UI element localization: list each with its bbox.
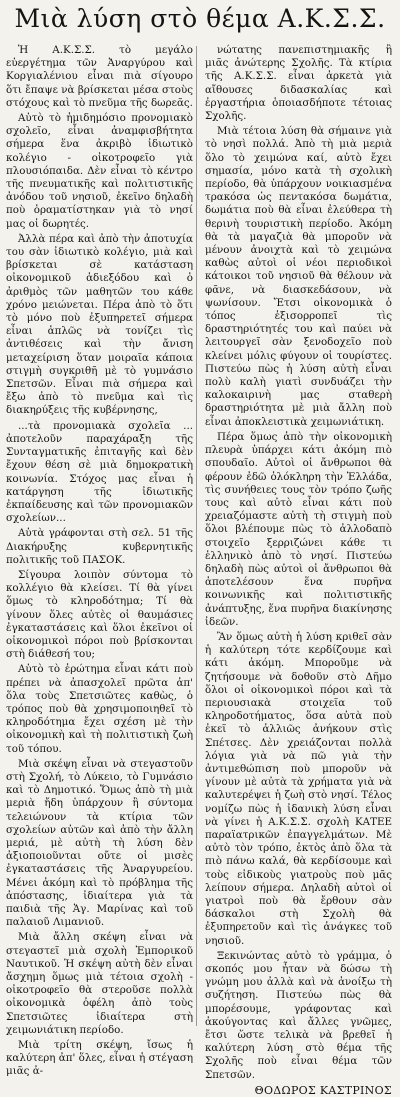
paragraph: Πέρα ὅμως ἀπὸ τὴν οἰκονομικὴ πλευρὰ ὑπάρχει κάτι ἀκόμη πιὸ σπουδαῖο. Αὐτοὶ οἱ ἄνθρωποι θὰ φέρουν ἐδῶ ὁλόκληρη τὴν Ἑλλάδα, τὶς συνήθειες τους τὸν τρόπο ζωῆς τους καὶ αὐτὸ εἶναι κάτι ποὺ χρειαζόμαστε αὐτὴ τὴ στιγμὴ ποὺ ὅλοι βλέπουμε πὼς τὸ ἀλλοδαπὸ στοιχεῖο ξερριζώνει κάθε τι ἑλληνικὸ ἀπὸ τὸ νησί. Πιστεύω δηλαδὴ πὼς αὐτοὶ οἱ ἄνθρωποι θὰ ἀποτελέσουν ἕνα πυρῆνα κοινωνικῆς καὶ πολιτιστικῆς ἀνάπτυξης, ἕνα πυρῆνα διακίνησης ἰδεῶν. xyxy=(205,430,392,628)
paragraph: Ξεκινώντας αὐτὸ τὸ γράμμα, ὁ σκοπός μου ἦταν νὰ δώσω τὴ γνώμη μου ἀλλὰ καὶ νὰ ἀνοίξω τὴ συζήτηση. Πιστεύω πὼς θὰ μπορέσουμε, γράφοντας καὶ ἀκούγοντας καὶ ἄλλες γνῶμες, ἔτσι ὥστε τελικὰ νὰ βρεθεῖ ἡ καλύτερη λύση στὸ θέμα τῆς Σχολῆς ποὺ εἶναι θέμα τῶν Σπετσῶν. xyxy=(205,949,392,1081)
paragraph: Ἡ Α.Κ.Σ.Σ. τὸ μεγάλο εὐεργέτημα τῶν Ἀναργύρου καὶ Κοργιαλένιου εἶναι πιὰ σίγουρο ὅτι ἔπαψε νὰ βρίσκεται μέσα στοὺς στόχους καὶ τὸ πνεῦμα τῆς δωρεᾶς. xyxy=(6,44,193,109)
paragraph: Μιὰ ἄλλη σκέψη εἶναι νὰ στεγαστεῖ μιὰ σχολὴ Ἐμπορικοῦ Ναυτικοῦ. Ἡ σκέψη αὐτὴ δὲν εἶναι ἄσχημη ὅμως μιὰ τέτοια σχολὴ - οἰκοτροφεῖο θὰ στεροῦσε πολλὰ οἰκονομικὰ ὀφέλη ἀπὸ τοὺς Σπετσιῶτες ἰδιαίτερα στὴ χειμωνιάτικη περίοδο. xyxy=(6,931,193,1036)
paragraph: Μιὰ τρίτη σκέψη, ἴσως ἡ καλύτερη ἀπ' ὅλες, εἶναι ἡ στέγαση μιᾶς ἀ- xyxy=(6,1039,193,1078)
paragraph: Ἂν ὅμως αὐτὴ ἡ λύση κριθεῖ σὰν ἡ καλύτερη τότε κερδίζουμε καὶ κάτι ἀκόμη. Μποροῦμε νὰ ζητήσουμε νὰ δοθοῦν στὸ Δῆμο ὅλοι οἱ οἰκονομικοὶ πόροι καὶ τὰ περιουσιακὰ στοιχεῖα τοῦ κληροδοτήματος, ὅσα αὐτὰ ποὺ ἐκεῖ τὸ ἀλλιῶς ἀνήκουν στὶς Σπέτσες. Δὲν χρειάζονται πολλὰ λόγια γιὰ νὰ πῶ γιὰ τὴν ἀντιμεθώπιση ποὺ μποροῦν νὰ γίνουν μὲ αὐτὰ τὰ χρήματα γιὰ νὰ καλυτερέψει ἡ ζωὴ στὸ νησί. Τέλος νομίζω πὼς ἡ ἰδανικὴ λύση εἶναι νὰ γίνει ἡ Α.Κ.Σ.Σ. σχολὴ ΚΑΤΕΕ παραϊατρικῶν ἐπαγγελμάτων. Μὲ αὐτὸ τὸν τρόπο, ἐκτὸς ἀπὸ ὅλα τὰ πιὸ πάνω καλά, θὰ κερδίσουμε καὶ τοὺς εἰδικοὺς γιατροὺς ποὺ μᾶς λείπουν σήμερα. Δηλαδὴ αὐτοὶ οἱ γιατροὶ ποὺ θὰ ἔρθουν σὰν δάσκαλοι στὴ Σχολὴ θὰ ἐξυπηρετοῦν καὶ τὶς ἀνάγκες τοῦ νησιοῦ. xyxy=(205,630,392,947)
paragraph: νώτατης πανεπιστημιακῆς ἢ μιᾶς ἀνώτερης Σχολῆς. Τὰ κτίρια τῆς Α.Κ.Σ.Σ. εἶναι ἀρκετὰ γιὰ αἴθουσες διδασκαλίας καὶ ἐργαστήρια ὁποιασδήποτε τέτοιας Σχολῆς. xyxy=(205,44,392,123)
paragraph: ...τὰ προνομιακὰ σχολεῖα ... ἀποτελοῦν παραχάραξη τῆς Συνταγματικῆς ἐπιταγῆς καὶ δὲν ἔχουν θέση σὲ μιὰ δημοκρατικὴ κοινωνία. Στόχος μας εἶναι ἡ κατάργηση τῆς ἰδιωτικῆς ἐκπαίδευσης καὶ τῶν προνομιακῶν σχολείων... xyxy=(6,419,193,525)
paragraph: Σίγουρα λοιπὸν σύντομα τὸ κολλέγιο θὰ κλείσει. Τί θὰ γίνει ὅμως τὸ κληροδότημα; Τί θὰ γίνουν ὅλες αὐτὲς οἱ θαυμάσιες ἐγκαταστάσεις καὶ ὅλοι ἐκεῖνοι οἱ οἰκονομικοὶ πόροι ποὺ βρίσκονται στὴ διάθεσή του; xyxy=(6,568,193,661)
left-column xyxy=(6,44,193,1081)
article-title: Μιὰ λύση στὸ θέμα Α.Κ.Σ.Σ. xyxy=(14,4,386,33)
paragraph: Μιὰ τέτοια λύση θὰ σήμαινε γιὰ τὸ νησὶ πολλά. Ἀπὸ τὴ μιὰ μεριὰ ὅλο τὸ χειμώνα καί, αὐτὸ ἔχει σημασία, μόνο κατὰ τὴ σχολικὴ περίοδο, θὰ ὑπάρχουν νοικιασμένα τρακόσα ὡς πεντακόσα δωμάτια, δωμάτια ποὺ θὰ εἶναι ἐλεύθερα τὴ θερινὴ τουριστικὴ περίοδο. Ἀκόμη θὰ τὰ μαγαζιὰ θὰ μποροῦν νὰ μένουν ἀνοιχτὰ καὶ τὸ χειμώνα καθὼς αὐτοὶ οἱ νέοι περιοδικοὶ κάτοικοι τοῦ νησιοῦ θὰ θέλουν νὰ φᾶνε, νὰ διασκεδάσουν, νὰ ψωνίσουν. Ἔτσι οἰκονομικὰ ὁ τόπος ἐξισορροπεῖ τὶς δραστηριότητές του καὶ παύει νὰ λειτουργεῖ σὰν ξενοδοχεῖο ποὺ κλείνει μόλις φύγουν οἱ τουρίστες. Πιστεύω πὼς ἡ λύση αὐτὴ εἶναι πολὺ καλὴ γιατὶ συνδυάζει τὴν καλοκαιρινὴ μας σταθερὴ δραστηριότητα μὲ μιὰ ἄλλη ποὺ εἶναι ἀποκλειστικὰ χειμωνιάτικη. xyxy=(205,125,392,428)
paragraph: Αὐτὸ τὸ ἐρώτημα εἶναι κάτι ποὺ πρέπει νὰ ἀπασχολεῖ πρῶτα ἀπ' ὅλα τοὺς Σπετσιῶτες καθὼς, ὁ τρόπος ποὺ θὰ χρησιμοποιηθεῖ τὸ κληροδότημα ἔχει σχέση μὲ τὴν οἰκονομικὴ καὶ τὴ πολιτιστικὴ ζωὴ τοῦ τόπου. xyxy=(6,663,193,755)
paragraph: Αὐτὰ γράφονται στὴ σελ. 51 τῆς Διακήρυξης κυβερνητικῆς πολιτικῆς τοῦ ΠΑΣΟΚ. xyxy=(6,527,193,566)
column-divider xyxy=(196,46,197,1026)
author-signature: ΘΟΔΩΡΟΣ ΚΑΣΤΡΙΝΟΣ xyxy=(254,1083,392,1097)
paragraph: Αὐτὸ τὸ ἡμιδημόσιο προνομιακὸ σχολεῖο, εἶναι ἀναμφισβήτητα σήμερα ἕνα ἀκριβὸ ἰδιωτικὸ κολέγιο - οἰκοτροφεῖο γιὰ πλουσιόπαιδα. Δὲν εἶναι τὸ κέντρο τῆς πνευματικῆς καὶ πολιτιστικῆς ἀνόδου τοῦ νησιοῦ, ἐκεῖνο δηλαδὴ ποὺ ὁραματίστηκαν γιὰ τὸ νησί μας οἱ δωρητές. xyxy=(6,112,193,230)
right-column xyxy=(205,44,392,1097)
paragraph: Μιὰ σκέψη εἶναι νὰ στεγαστοῦν στὴ Σχολή, τὸ Λύκειο, τὸ Γυμνάσιο καὶ τὸ Δημοτικό. Ὅμως ἀπὸ τὴ μιὰ μεριὰ ἤδη ὑπάρχουν ἢ σύντομα τελειώνουν τὰ κτίρια τῶν σχολείων αὐτῶν καὶ ἀπὸ τὴν ἄλλη μεριά, μὲ αὐτὴ τὴ λύση δὲν ἀξιοποιοῦνται οὔτε οἱ μισὲς ἐγκαταστάσεις τῆς Ἀναργυρείου. Μένει ἀκόμη καὶ τὸ πρόβλημα τῆς ἀπόστασης, ἰδιαίτερα γιὰ τὰ παιδιὰ τῆς Ἁγ. Μαρίνας καὶ τοῦ παλαιοῦ Λιμανιοῦ. xyxy=(6,757,193,929)
paragraph: Ἀλλὰ πέρα καὶ ἀπὸ τὴν ἀποτυχία του σὰν ἰδιωτικὸ κολέγιο, μιὰ καὶ βρίσκεται σὲ κατάσταση οἰκονομικοῦ ἀδιεξόδου καὶ ὁ ἀριθμὸς τῶν μαθητῶν του κάθε χρόνο μειώνεται. Πέρα ἀπὸ τὸ ὅτι τὸ μόνο ποὺ ἐξυπηρετεῖ σήμερα εἶναι ἁπλῶς νὰ τονίζει τὶς ἀντιθέσεις καὶ τὴν ἄνιση μεταχείριση ὅταν μοιραῖα κάποια στιγμὴ συγκριθῆ μὲ τὸ γυμνάσιο Σπετσῶν. Εἶναι πιὰ σήμερα καὶ ἔξω ἀπὸ τὸ πνεῦμα καὶ τὶς διακηρύξεις τῆς κυβέρνησης, xyxy=(6,232,193,417)
right-column-body xyxy=(205,44,392,1082)
